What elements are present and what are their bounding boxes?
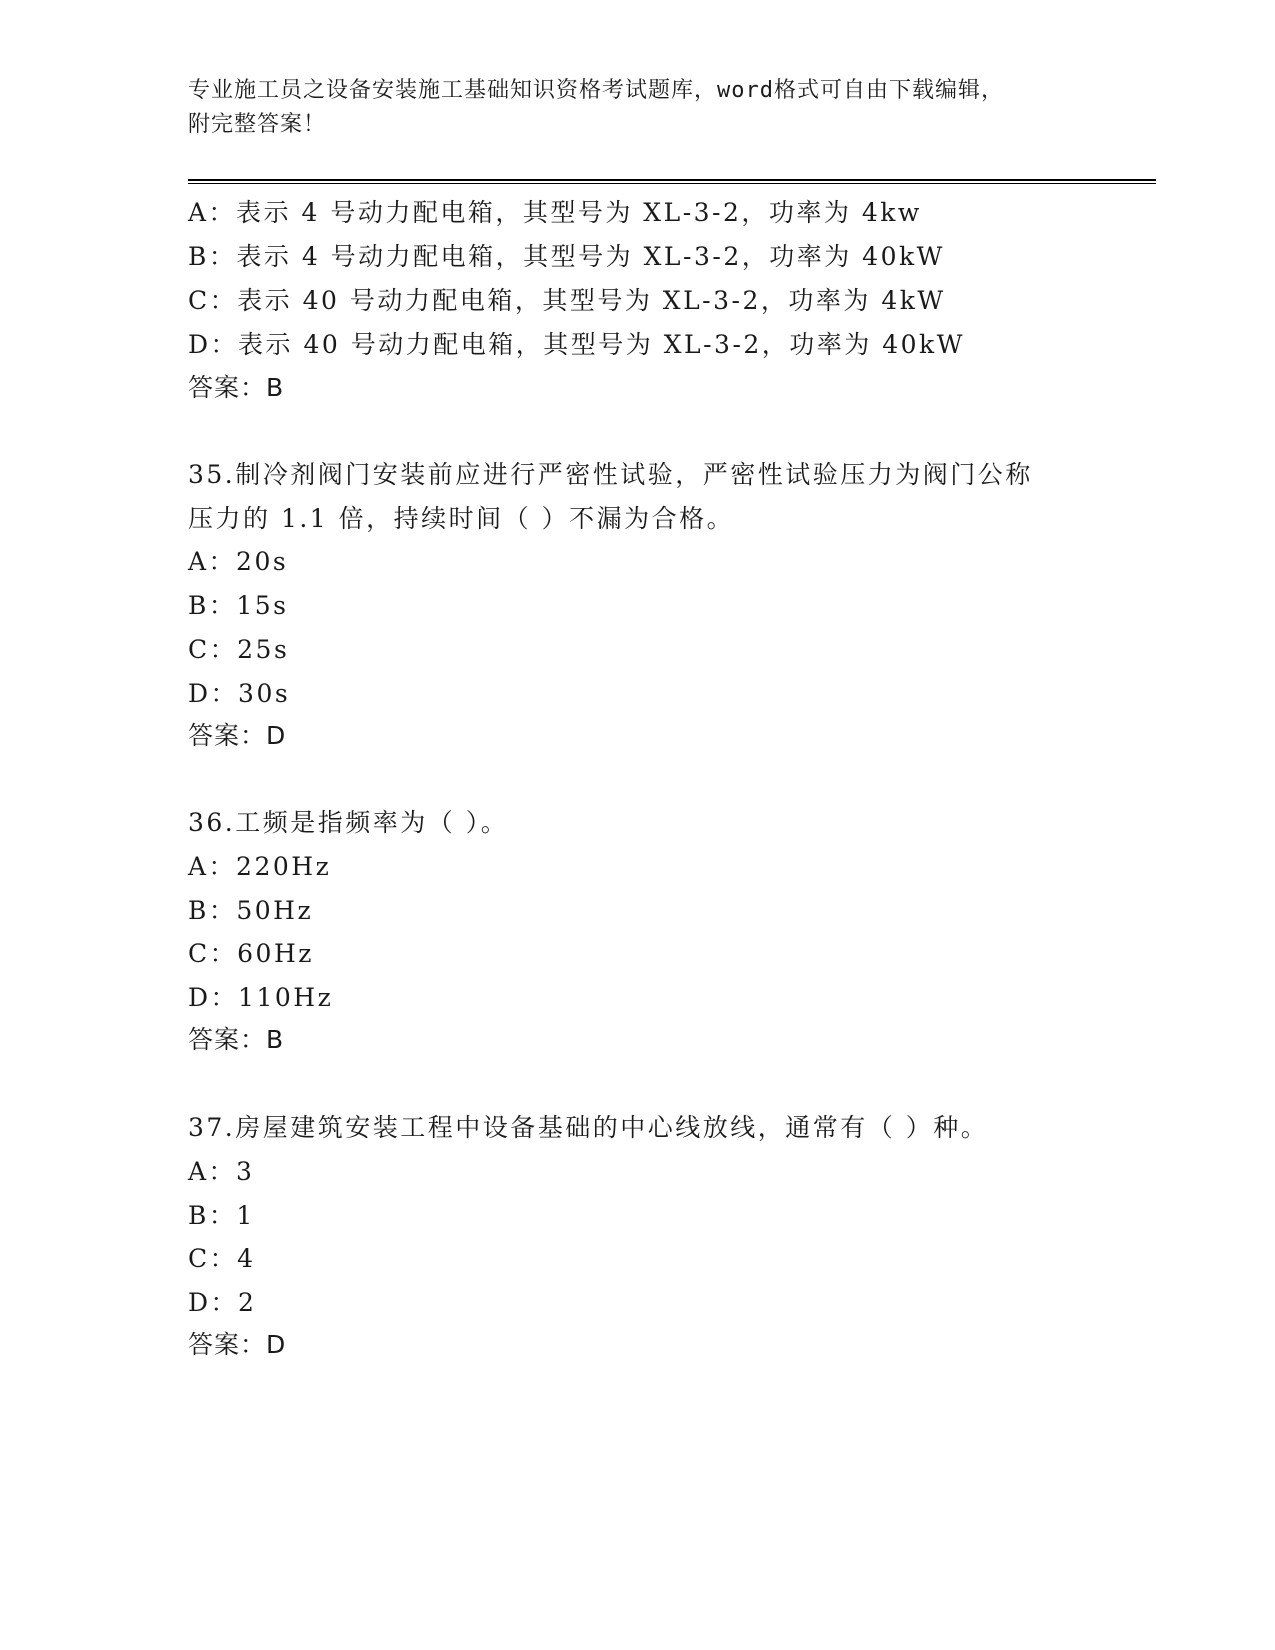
q35-stem-line-2: 压力的 1.1 倍，持续时间（ ）不漏为合格。 [188, 504, 735, 533]
document-header [188, 74, 1088, 142]
prev-option-b: B：表示 4 号动力配电箱，其型号为 XL-3-2，功率为 40kW [188, 242, 945, 271]
q36-option-d: D：110Hz [188, 983, 334, 1012]
q35-option-a: A：20s [188, 547, 289, 576]
q36-answer: 答案：B [188, 1025, 285, 1054]
header-divider-thin [188, 183, 1156, 184]
q37-option-a: A：3 [188, 1157, 255, 1186]
q36-option-b: B：50Hz [188, 896, 314, 925]
q36-option-a: A：220Hz [188, 852, 332, 881]
header-line-1: 专业施工员之设备安装施工基础知识资格考试题库，word格式可自由下载编辑， [188, 78, 1004, 103]
q36-option-c: C：60Hz [188, 939, 314, 968]
q37-stem: 37.房屋建筑安装工程中设备基础的中心线放线，通常有（ ）种。 [188, 1113, 989, 1142]
q35-stem-line-1: 35.制冷剂阀门安装前应进行严密性试验，严密性试验压力为阀门公称 [188, 460, 1033, 489]
q36-stem: 36.工频是指频率为（ ）。 [188, 808, 509, 837]
header-line-2: 附完整答案！ [188, 112, 327, 137]
q35-answer: 答案：D [188, 721, 287, 750]
q35-option-b: B：15s [188, 591, 289, 620]
prev-answer: 答案：B [188, 373, 285, 402]
q35-option-c: C：25s [188, 635, 290, 664]
prev-option-a: A：表示 4 号动力配电箱，其型号为 XL-3-2，功率为 4kw [188, 198, 922, 227]
q37-option-c: C：4 [188, 1244, 256, 1273]
prev-option-c: C：表示 40 号动力配电箱，其型号为 XL-3-2，功率为 4kW [188, 286, 946, 315]
prev-option-d: D：表示 40 号动力配电箱，其型号为 XL-3-2，功率为 40kW [188, 330, 965, 359]
q37-option-b: B：1 [188, 1201, 255, 1230]
q37-answer: 答案：D [188, 1330, 287, 1359]
header-divider-thick [188, 179, 1156, 181]
q37-option-d: D：2 [188, 1288, 257, 1317]
q35-option-d: D：30s [188, 679, 291, 708]
